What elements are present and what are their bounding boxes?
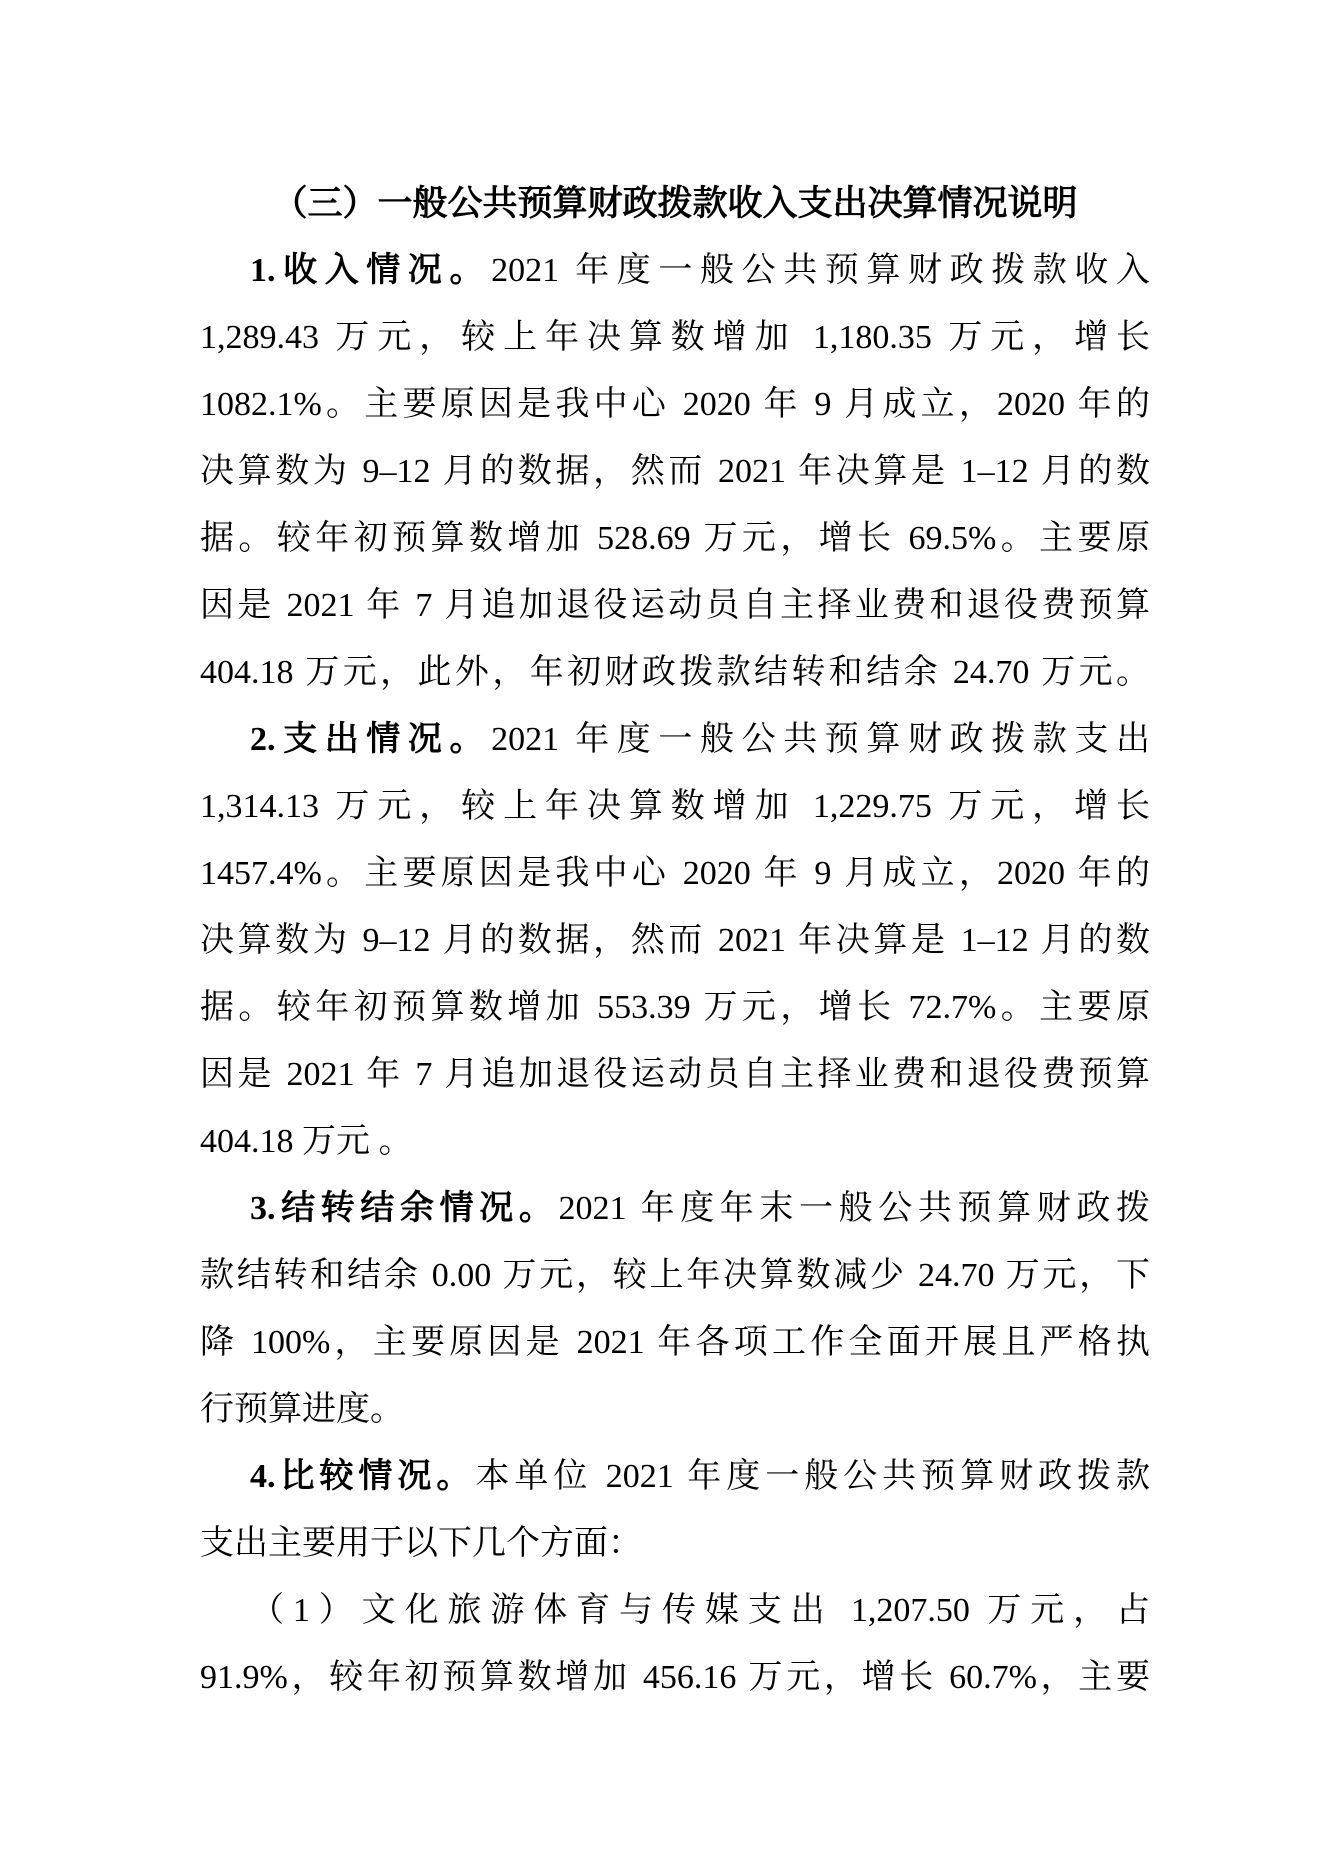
text-line xyxy=(200,706,1150,773)
text-line: 404.18 万元，此外，年初财政拨款结转和结余 24.70 万元。 xyxy=(200,654,1150,691)
text-line xyxy=(200,237,1150,304)
text-line: 决算数为 9–12 月的数据，然而 2021 年决算是 1–12 月的数 xyxy=(200,922,1150,959)
text-line: 因是 2021 年 7 月追加退役运动员自主择业费和退役费预算 xyxy=(200,587,1150,624)
text-line: 1457.4%。主要原因是我中心 2020 年 9 月成立，2020 年的 xyxy=(200,855,1150,892)
text-line: 因是 2021 年 7 月追加退役运动员自主择业费和退役费预算 xyxy=(200,1056,1150,1093)
text-line: 1,289.43 万元，较上年决算数增加 1,180.35 万元，增长 xyxy=(200,319,1150,356)
text-line: 降 100%，主要原因是 2021 年各项工作全面开展且严格执 xyxy=(200,1324,1150,1361)
text-line: 行预算进度。 xyxy=(200,1391,404,1428)
line-text: 本单位 2021 年度一般公共预算财政拨款 xyxy=(475,1458,1150,1495)
text-line: 404.18 万元 。 xyxy=(200,1123,413,1160)
text-line: 1082.1%。主要原因是我中心 2020 年 9 月成立，2020 年的 xyxy=(200,386,1150,423)
line-text: 2021 年度一般公共预算财政拨款收入 xyxy=(491,252,1150,289)
text-line xyxy=(200,1175,1150,1242)
text-line: 款结转和结余 0.00 万元，较上年决算数减少 24.70 万元，下 xyxy=(200,1257,1150,1294)
text-line: 决算数为 9–12 月的数据，然而 2021 年决算是 1–12 月的数 xyxy=(200,453,1150,490)
paragraph-label: 2.支出情况。 xyxy=(250,721,492,758)
text-line: （1）文化旅游体育与传媒支出 1,207.50 万元，占 xyxy=(250,1592,1150,1629)
document-body xyxy=(200,170,1150,1711)
text-line: 91.9%，较年初预算数增加 456.16 万元，增长 60.7%，主要 xyxy=(200,1659,1150,1696)
paragraph-label: 3.结转结余情况。 xyxy=(250,1190,559,1227)
text-line: 据。较年初预算数增加 553.39 万元，增长 72.7%。主要原 xyxy=(200,989,1150,1026)
text-line: 支出主要用于以下几个方面： xyxy=(200,1525,642,1562)
text-line: 据。较年初预算数增加 528.69 万元，增长 69.5%。主要原 xyxy=(200,520,1150,557)
line-text: 2021 年度一般公共预算财政拨款支出 xyxy=(491,721,1150,758)
line-text: 2021 年度年末一般公共预算财政拨 xyxy=(558,1190,1150,1227)
paragraph-label: 1.收入情况。 xyxy=(250,252,492,289)
section-title: （三）一般公共预算财政拨款收入支出决算情况说明 xyxy=(272,184,1078,223)
text-line: 1,314.13 万元，较上年决算数增加 1,229.75 万元，增长 xyxy=(200,788,1150,825)
paragraph-label: 4.比较情况。 xyxy=(250,1458,476,1495)
text-line xyxy=(200,1443,1150,1510)
